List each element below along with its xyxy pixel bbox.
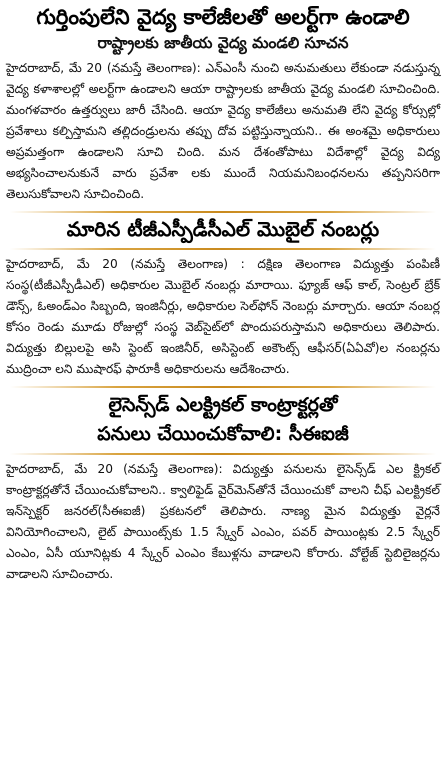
section-divider	[10, 211, 436, 213]
article-medical-colleges	[4, 0, 442, 205]
article-3-headline-line-2: పనులు చేయించుకోవాలి: సీఈఐజీ	[97, 423, 349, 446]
article-licensed-contractors	[4, 390, 442, 586]
headline-underline	[10, 248, 436, 250]
article-1-headline: గుర్తింపులేని వైద్య కాలేజీలతో అలర్ట్‌గా ఉండాలి	[36, 5, 410, 29]
article-2-body: హైదరాబాద్, మే 20 (నమస్తే తెలంగాణ) : దక్షిణ తెలంగాణ విద్యుత్తు పంపిణీ సంస్థ(టీజీఎస్పీడీఎల్) అధికారుల మొబైల్ నంబర్లు మారాయి. ఫ్యూజ్ ఆఫ్ కాల్, సెంట్రల్ బ్రేక్ డౌన్స్, ఓఅండ్ఎం సిబ్బంది, ఇంజినీర్లు, అధికారుల సెల్‌ఫోన్ నెంబర్లు మార్చారు. ఆయా నంబర్ల కోసం రెండు మూడు రోజుల్లో సంస్థ వెబ్‌సైట్‌లో పొందుపరుస్తామని అధికారులు తెలిపారు. విద్యుత్తు బిల్లులపై అసి స్టెంట్ ఇంజినీర్, అసిస్టెంట్ అకౌంట్స్ ఆఫీసర్(ఏఏవో)ల నంబర్లను ముద్రించా లని ముషారఫ్ ఫారూకీ అధికారులను ఆదేశించారు.	[6, 256, 440, 376]
article-1-body: హైదరాబాద్, మే 20 (నమస్తే తెలంగాణ): ఎన్ఎంసీ నుంచి అనుమతులు లేకుండా నడుస్తున్న వైద్య కళాశాలల్లో అలర్ట్‌గా ఉండాలని ఆయా రాష్ట్రాలకు జాతీయ వైద్య మండలి సూచించింది. మంగళవారం ఉత్తర్వులు జారీ చేసింది. ఆయా వైద్య కాలేజీలు అనుమతి లేని వైద్య కోర్సుల్లో ప్రవేశాలు కల్పిస్తామని తల్లిదండ్రులను తప్పు దోవ పట్టిస్తున్నాయని.. ఈ అంశమై అధికారులు అప్రమత్తంగా ఉండాలని సూచి చింది. మన దేశంతోపాటు విదేశాల్లో వైద్య విద్య అభ్యసించాలనుకునే వారు ప్రవేశా లకు ముందే నియమనిబంధనలను తప్పనిసరిగా తెలుసుకోవాలని సూచించింది.	[6, 60, 440, 201]
article-3-headline-line-1: లైసెన్స్‌డ్ ఎలక్ట్రికల్ కాంట్రాక్టర్లతో	[108, 393, 338, 416]
section-divider	[10, 386, 436, 388]
article-2-headline: మారిన టీజీఎస్పీడీసీఎల్ మొబైల్ నంబర్లు	[66, 216, 380, 241]
article-mobile-numbers	[4, 215, 442, 380]
article-3-body: హైదరాబాద్, మే 20 (నమస్తే తెలంగాణ): విద్యుత్తు పనులను లైసెన్స్‌డ్ ఎల క్ట్రికల్ కాంట్రాక్టర్లతోనే చేయించుకోవాలని.. క్వాలిఫైడ్ వైర్‌మెన్‌తోనే చేయించుకో వాలని చీఫ్ ఎలక్ట్రికల్ ఇన్‌స్పెక్టర్ జనరల్(సీఈఐజీ) ప్రకటనలో తెలిపారు. నాణ్య మైన విద్యుత్తు వైర్లనే వినియోగించాలని, లైట్ పాయింట్స్‌కు 1.5 స్క్వేర్ ఎంఎం, పవర్ పాయింట్లకు 2.5 స్క్వేర్ ఎంఎం, ఏసీ యూనిట్లకు 4 స్క్వేర్ ఎంఎం కేబుళ్లను వాడాలని కోరారు. వోల్టేజ్ స్టెబిలైజర్లను వాడాలని సూచించారు.	[6, 462, 440, 582]
article-1-subheadline: రాష్ట్రాలకు జాతీయ వైద్య మండలి సూచన	[97, 34, 349, 53]
headline-underline	[10, 453, 436, 455]
